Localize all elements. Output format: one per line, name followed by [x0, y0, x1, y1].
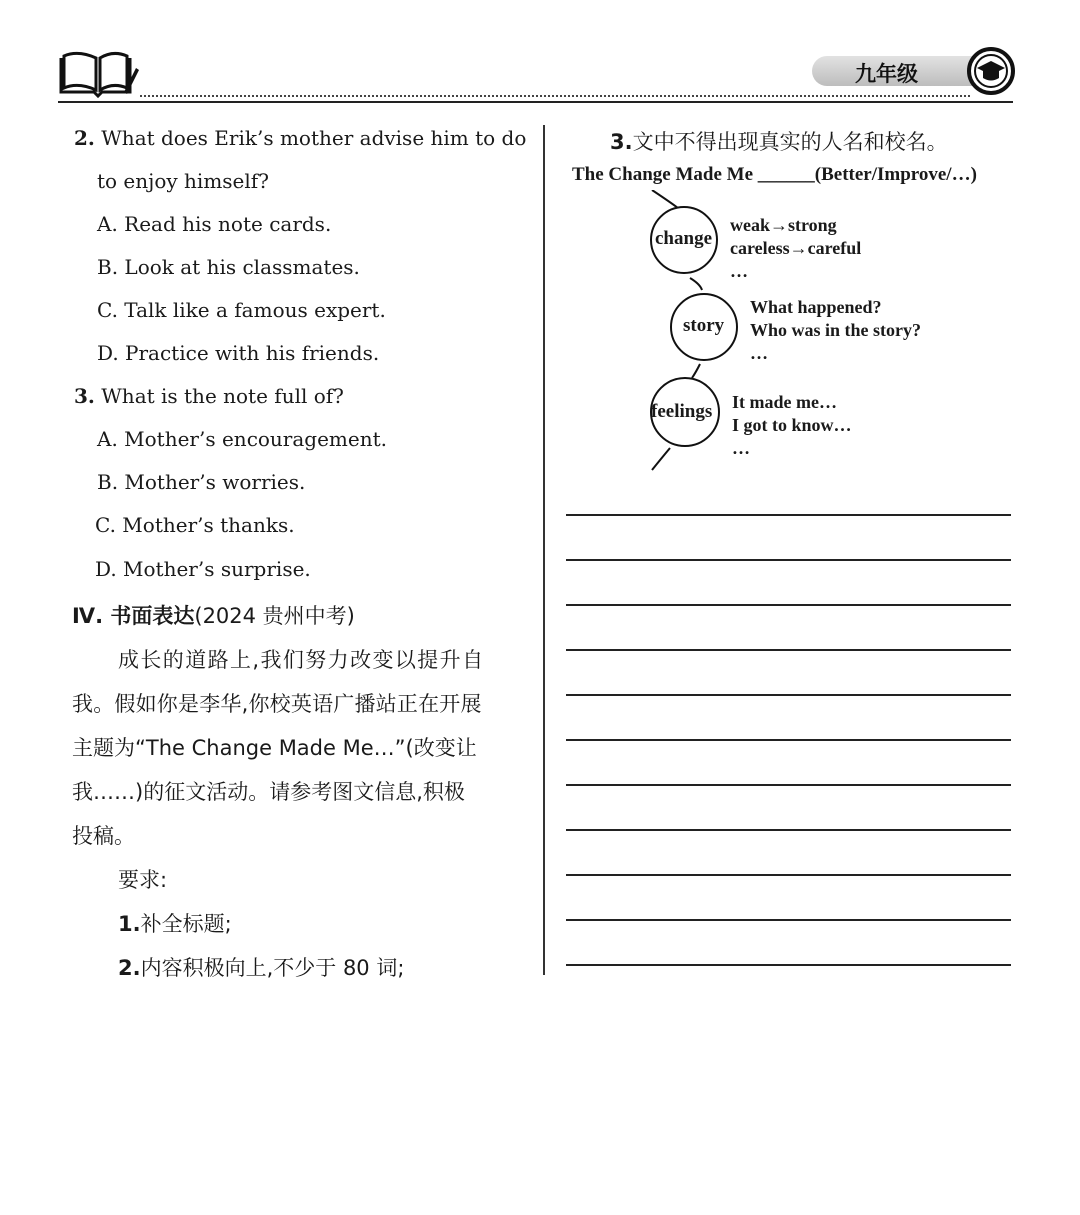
prompt-line-1: 成长的道路上,我们努力改变以提升自 — [118, 648, 485, 672]
question-2-option-d: D. Practice with his friends. — [97, 341, 380, 365]
mind-map-connector — [652, 448, 670, 470]
prompt-line-5: 投稿。 — [72, 824, 135, 848]
question-3: 3. What is the note full of? — [74, 384, 344, 408]
question-3-option-b: B. Mother’s worries. — [97, 470, 306, 494]
question-3-option-a: A. Mother’s encouragement. — [97, 427, 388, 451]
requirement-1: 1.补全标题; — [118, 912, 232, 936]
mind-map-connector — [690, 278, 702, 290]
section-4-heading: Ⅳ. 书面表达(2024 贵州中考) — [72, 604, 355, 628]
diagram-title: The Change Made Me ______(Better/Improve/…) — [572, 164, 977, 185]
writing-line[interactable] — [566, 784, 1011, 786]
node-label-feelings: feelings — [651, 401, 713, 422]
question-2-option-c: C. Talk like a famous expert. — [97, 298, 386, 322]
mind-map-connector — [692, 364, 700, 378]
story-notes: What happened? Who was in the story? … — [750, 297, 922, 363]
column-divider — [543, 125, 545, 975]
question-2-option-b: B. Look at his classmates. — [97, 255, 360, 279]
writing-line[interactable] — [566, 649, 1011, 651]
prompt-line-2: 我。假如你是李华,你校英语广播站正在开展 — [72, 692, 482, 716]
writing-line[interactable] — [566, 559, 1011, 561]
prompt-line-3: 主题为“The Change Made Me…”(改变让 — [72, 736, 477, 760]
header-solid-rule — [58, 101, 1013, 103]
change-notes: weak→strong careless→careful … — [730, 215, 862, 281]
question-3-option-c: C. Mother’s thanks. — [95, 513, 295, 537]
writing-line[interactable] — [566, 964, 1011, 966]
writing-line[interactable] — [566, 604, 1011, 606]
prompt-line-4: 我……)的征文活动。请参考图文信息,积极 — [72, 780, 465, 804]
question-2-continued: to enjoy himself? — [97, 169, 269, 193]
requirement-3: 3.文中不得出现真实的人名和校名。 — [610, 130, 948, 154]
question-2: 2. What does Erik’s mother advise him to do — [74, 126, 527, 150]
requirements-label: 要求: — [118, 868, 168, 892]
node-label-story: story — [683, 315, 725, 336]
mind-map-connector — [652, 190, 678, 208]
book-pencil-icon — [58, 50, 140, 98]
writing-line[interactable] — [566, 829, 1011, 831]
header-dotted-rule — [140, 95, 970, 97]
feelings-notes: It made me… I got to know… … — [732, 392, 852, 458]
grade-label: 九年级 — [855, 62, 918, 86]
writing-line[interactable] — [566, 739, 1011, 741]
question-3-option-d: D. Mother’s surprise. — [95, 557, 311, 581]
graduation-cap-icon — [966, 46, 1016, 96]
writing-line[interactable] — [566, 874, 1011, 876]
page-header — [0, 0, 1080, 110]
node-label-change: change — [655, 228, 712, 249]
writing-line[interactable] — [566, 514, 1011, 516]
question-2-option-a: A. Read his note cards. — [97, 212, 332, 236]
writing-line[interactable] — [566, 919, 1011, 921]
writing-line[interactable] — [566, 694, 1011, 696]
requirement-2: 2.内容积极向上,不少于 80 词; — [118, 956, 405, 980]
